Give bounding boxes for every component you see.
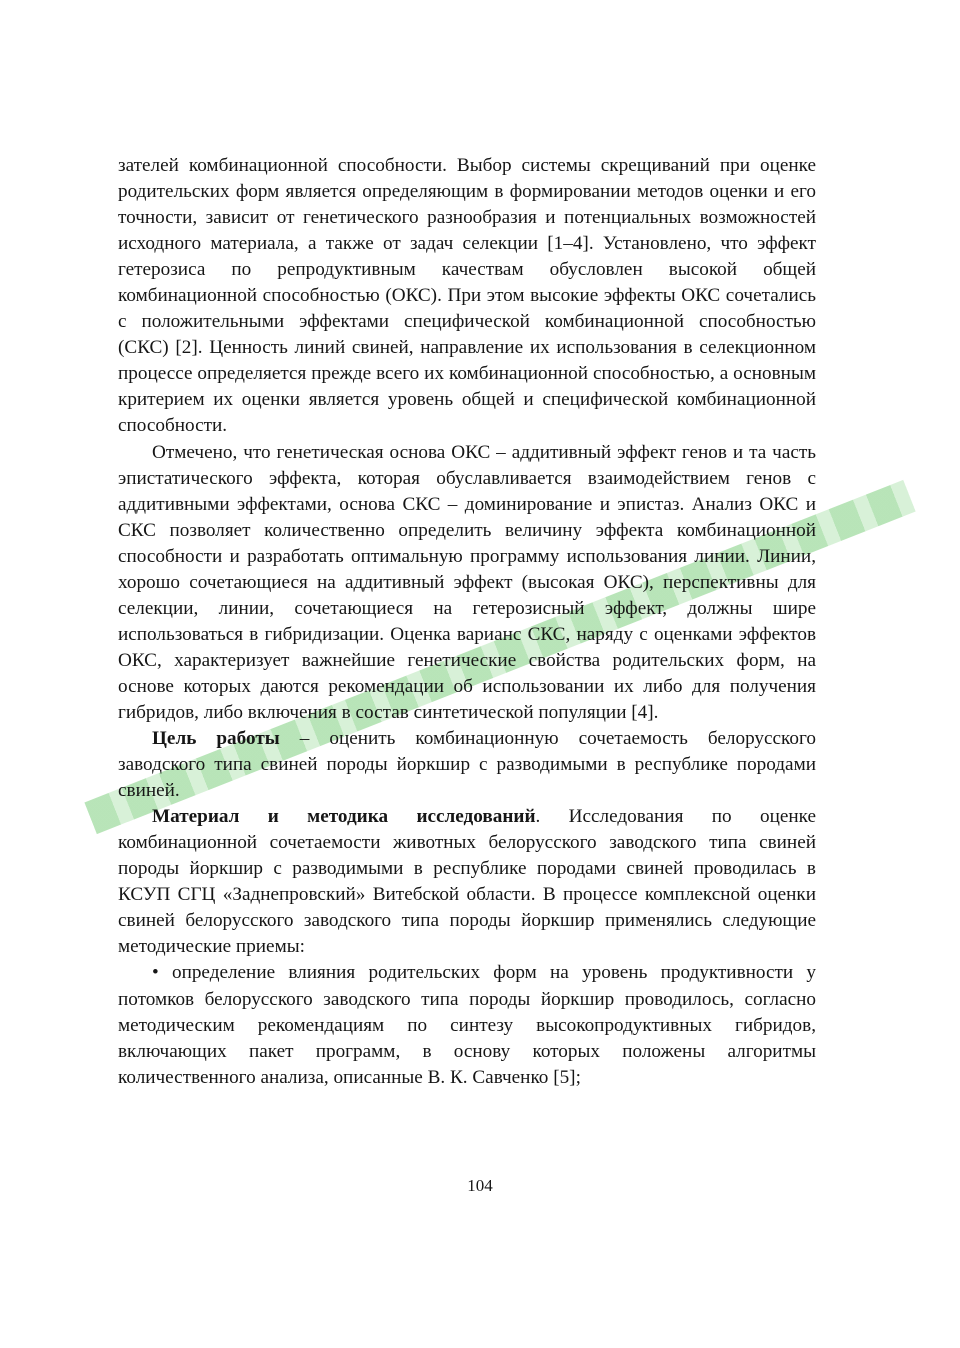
bullet-item: • определение влияния родительских форм на уровень продуктивности у потомков белорусского заводского типа породы йоркшир проводилось, согласно методическим рекомендациям по синтезу высокопродуктивных гибридов, включающих пакет программ, в основу которых положены алгоритмы количественного анализа, описанные В. К. Савченко [5]; <box>118 962 816 1088</box>
paragraph-methods <box>118 804 816 960</box>
methods-text: . Исследования по оценке комбинационной сочетаемости животных белорусского заводского типа свиней породы йоркшир с разводимыми в республике породами свиней проводилась в КСУП СГЦ «Заднепровский» Витебской области. В процессе комплексной оценки свиней белорусского заводского типа породы йоркшир применялись следующие методические приемы: <box>118 806 816 958</box>
goal-text: – оценить комбинационную сочетаемость белорусского заводского типа свиней породы йоркшир с разводимыми в республике породами свиней. <box>118 728 816 802</box>
goal-label: Цель работы <box>152 728 280 750</box>
paragraph-2: Отмечено, что генетическая основа ОКС – аддитивный эффект генов и та часть эпистатического эффекта, которая обуславливается взаимодействием генов с аддитивными эффектами, основа СКС – доминирование и эпистаз. Анализ ОКС и СКС позволяет количественно определить величину эффекта комбинационной способности и разработать оптимальную программу использования линии. Линии, хорошо сочетающиеся на аддитивный эффект (высокая ОКС), перспективны для селекции, линии, сочетающиеся на гетерозисный эффект, должны шире использоваться в гибридизации. Оценка варианс СКС, наряду с оценками эффектов ОКС, характеризует важнейшие генетические свойства родительских форм, на основе которых даются рекомендации об использовании их либо для получения гибридов, либо включения в состав синтетической популяции [4]. <box>118 441 816 723</box>
paragraph-1: зателей комбинационной способности. Выбор системы скрещиваний при оценке родительских форм является определяющим в формировании методов оценки и его точности, зависит от генетического разнообразия и потенциальных возможностей исходного материала, а также от задач селекции [1–4]. Установлено, что эффект гетерозиса по репродуктивным качествам обусловлен высокой общей комбинационной способностью (ОКС). При этом высокие эффекты ОКС сочетались с положительными эффектами специфической комбинационной способностью (СКС) [2]. Ценность линий свиней, направление их использования в селекционном процессе определяется прежде всего их комбинационной способностью, а основным критерием их оценки является уровень общей и специфической комбинационной способности. <box>118 155 816 437</box>
body-text <box>118 153 816 1091</box>
paragraph-goal <box>118 726 816 804</box>
page-number: 104 <box>467 1176 493 1195</box>
methods-label: Материал и методика исследований <box>152 806 536 828</box>
